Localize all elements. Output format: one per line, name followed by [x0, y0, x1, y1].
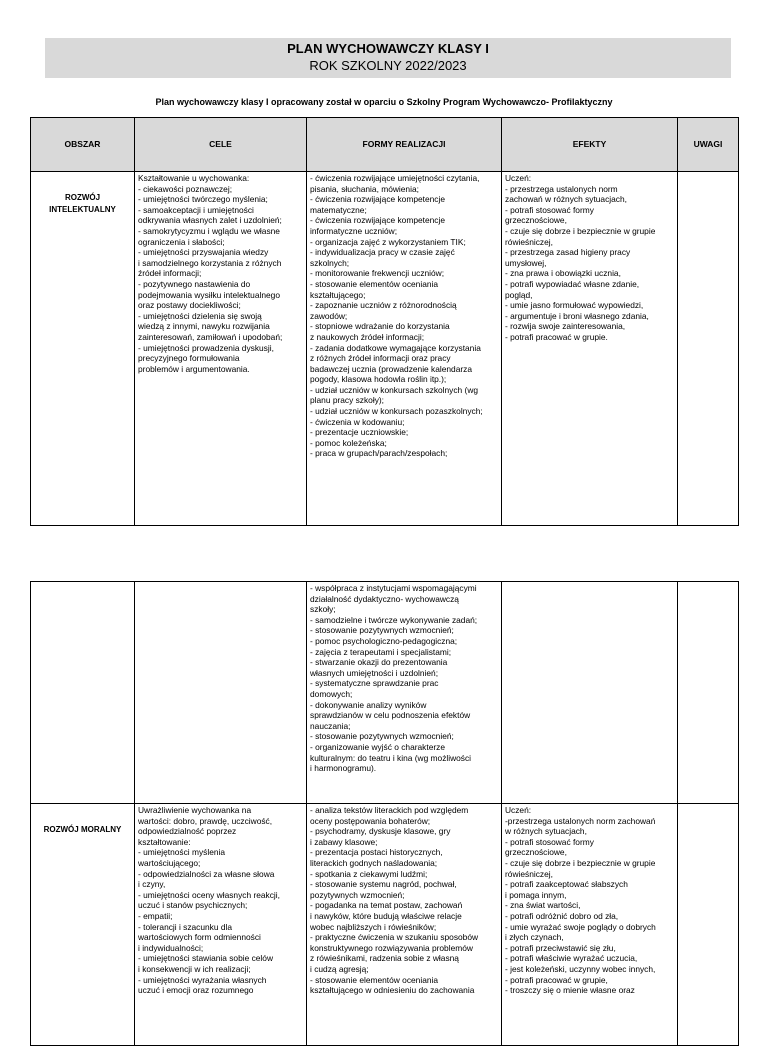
header-remarks: UWAGI — [678, 118, 739, 172]
text-line: wiedzą z innymi, nawyku rozwijania — [138, 321, 270, 332]
text-line: - umiejętności stawiania sobie celów — [138, 953, 273, 964]
text-line: - pomoc koleżeńska; — [310, 437, 387, 448]
plan-table-page-2 — [30, 581, 739, 1046]
text-line: - umiejętności wyrażania własnych — [138, 974, 267, 985]
area-cell — [31, 582, 135, 804]
text-line: - umiejętności prowadzenia dyskusji, — [138, 342, 274, 353]
text-line: i konsekwencji w ich realizacji; — [138, 963, 251, 974]
text-line: i złych czynach, — [505, 932, 564, 943]
forms-cell — [307, 804, 502, 1046]
text-line: i samodzielnego korzystania z różnych — [138, 257, 282, 268]
text-line: pogody, klasowa hodowla roślin itp.); — [310, 374, 447, 385]
text-line: i cudzą agresją; — [310, 963, 369, 974]
text-line: - potrafi stosować formy — [505, 836, 594, 847]
text-line: - indywidualizacja pracy w czasie zajęć — [310, 247, 455, 258]
text-line: -przestrzega ustalonych norm zachowań — [505, 815, 656, 826]
text-line: kształtującego; — [310, 289, 366, 300]
text-line: z rówieśnikami, radzenia sobie z własną — [310, 953, 459, 964]
text-line: - przestrzega ustalonych norm — [505, 183, 618, 194]
text-line: - monitorowanie frekwencji uczniów; — [310, 268, 445, 279]
text-line: i czyny, — [138, 879, 166, 890]
text-line: - udział uczniów w konkursach szkolnych (wg — [310, 384, 479, 395]
text-line: grzecznościowe, — [505, 215, 567, 226]
text-line: szkoły; — [310, 604, 336, 615]
text-line: - umiejętności dzielenia się swoją — [138, 310, 262, 321]
text-line: - potrafi stosować formy — [505, 204, 594, 215]
remarks-cell — [678, 172, 739, 526]
text-line: - pozytywnego nastawienia do — [138, 278, 251, 289]
text-line: problemów i argumentowania. — [138, 363, 250, 374]
text-line: - tolerancji i szacunku dla — [138, 921, 233, 932]
text-line: oceny postępowania bohaterów; — [310, 815, 431, 826]
text-line: - umiejętności myślenia — [138, 847, 226, 858]
header-row — [31, 118, 739, 172]
text-line: - umie wyrażać swoje poglądy o dobrych — [505, 921, 656, 932]
text-line: - organizacja zajęć z wykorzystaniem TIK; — [310, 236, 466, 247]
title-box — [45, 38, 731, 78]
goals-cell — [135, 804, 307, 1046]
text-line: odpowiedzialność poprzez — [138, 826, 237, 837]
text-line: - samoakceptacji i umiejętności — [138, 204, 254, 215]
text-line: - jest koleżeński, uczynny wobec innych, — [505, 963, 656, 974]
text-line: precyzyjnego formułowania — [138, 353, 240, 364]
text-line: Uczeń: — [505, 173, 532, 183]
text-line: - potrafi pracować w grupie, — [505, 974, 608, 985]
effects-cell — [502, 804, 678, 1046]
text-line: kulturalnym: do teatru i kina (wg możliwości — [310, 752, 472, 763]
text-line: - odpowiedzialności za własne słowa — [138, 868, 275, 879]
text-line: - stosowanie elementów oceniania — [310, 974, 439, 985]
text-line: zawodów; — [310, 310, 348, 321]
text-line: i nawyków, które budują właściwe relacje — [310, 910, 462, 921]
table-row — [31, 582, 739, 804]
text-line: pozytywnych wzmocnień; — [310, 889, 405, 900]
text-line: - potrafi wypowiadać własne zdanie, — [505, 278, 640, 289]
text-line: oraz postawy dociekliwości; — [138, 300, 241, 311]
text-line: konstruktywnego rozwiązywania problemów — [310, 942, 473, 953]
text-line: - pomoc psychologiczno-pedagogiczna; — [310, 635, 458, 646]
text-line: ROZWÓJ — [64, 193, 101, 202]
text-line: wartości: dobro, prawdę, uczciwość, — [138, 815, 273, 826]
remarks-cell — [678, 804, 739, 1046]
table-row — [31, 172, 739, 526]
plan-table-page-1 — [30, 117, 739, 526]
text-line: odkrywania własnych zalet i uzdolnień; — [138, 215, 282, 226]
text-line: - organizowanie wyjść o charakterze — [310, 741, 445, 752]
text-line: - prezentacja postaci historycznych, — [310, 847, 443, 858]
header-area: OBSZAR — [31, 118, 135, 172]
text-line: źródeł informacji; — [138, 268, 202, 279]
text-line: - ćwiczenia w kodowaniu; — [310, 416, 405, 427]
text-line: matematyczne; — [310, 204, 367, 215]
text-line: uczuć i emocji oraz rozumnego — [138, 985, 254, 996]
text-line: - praktyczne ćwiczenia w szukaniu sposobów — [310, 932, 479, 943]
text-line: INTELEKTUALNY — [49, 205, 116, 214]
text-line: - czuje się dobrze i bezpiecznie w grupie — [505, 225, 656, 236]
forms-cell — [307, 582, 502, 804]
text-line: - stosowanie pozytywnych wzmocnień; — [310, 731, 454, 742]
text-line: - zna prawa i obowiązki ucznia, — [505, 268, 621, 279]
text-line: umysłowej, — [505, 257, 547, 268]
school-year: ROK SZKOLNY 2022/2023 — [309, 58, 467, 73]
text-line: w różnych sytuacjach, — [505, 826, 587, 837]
text-line: - potrafi przeciwstawić się złu, — [505, 942, 616, 953]
text-line: wartościującego; — [138, 857, 201, 868]
text-line: z różnych źródeł informacji oraz pracy — [310, 353, 451, 364]
text-line: - stopniowe wdrażanie do korzystania — [310, 321, 450, 332]
text-line: i harmonogramu). — [310, 763, 377, 774]
text-line: - pogadanka na temat postaw, zachowań — [310, 900, 463, 911]
text-line: wobec najbliższych i rówieśników; — [310, 921, 437, 932]
text-line: szkolnych; — [310, 257, 350, 268]
text-line: - zajęcia z terapeutami i specjalistami; — [310, 646, 452, 657]
text-line: z naukowych źródeł informacji; — [310, 331, 425, 342]
text-line: i zabawy klasowe; — [310, 836, 378, 847]
header-effects: EFEKTY — [502, 118, 678, 172]
text-line: pisania, słuchania, mówienia; — [310, 183, 419, 194]
text-line: - systematyczne sprawdzanie prac — [310, 678, 439, 689]
text-line: sprawdzianów w celu podnoszenia efektów — [310, 710, 471, 721]
text-line: wartościowych form odmienności — [138, 932, 261, 943]
text-line: - samodzielne i twórcze wykonywanie zadań; — [310, 614, 478, 625]
text-line: - stosowanie systemu nagród, pochwał, — [310, 879, 457, 890]
text-line: domowych; — [310, 688, 353, 699]
text-line: - empatii; — [138, 910, 173, 921]
area-cell — [31, 804, 135, 1046]
text-line: ROZWÓJ MORALNY — [43, 825, 122, 834]
text-line: - czuje się dobrze i bezpiecznie w grupie — [505, 857, 656, 868]
text-line: - argumentuje i broni własnego zdania, — [505, 310, 649, 321]
text-line: - analiza tekstów literackich pod względem — [310, 805, 469, 815]
text-line: - zadania dodatkowe wymagające korzystania — [310, 342, 481, 353]
text-line: Kształtowanie u wychowanka: — [138, 173, 250, 183]
text-line: - ciekawości poznawczej; — [138, 183, 233, 194]
header-forms: FORMY REALIZACJI — [307, 118, 502, 172]
text-line: kształtowanie: — [138, 836, 191, 847]
text-line: - ćwiczenia rozwijające kompetencje — [310, 194, 445, 205]
text-line: zachowań w różnych sytuacjach, — [505, 194, 627, 205]
text-line: - dokonywanie analizy wyników — [310, 699, 427, 710]
text-line: działalność dydaktyczno- wychowawczą — [310, 593, 459, 604]
text-line: podejmowania wysiłku intelektualnego — [138, 289, 280, 300]
table-row — [31, 804, 739, 1046]
text-line: - umiejętności oceny własnych reakcji, — [138, 889, 280, 900]
text-line: - przestrzega zasad higieny pracy — [505, 247, 631, 258]
text-line: - zapoznanie uczniów z różnorodnością — [310, 300, 457, 311]
text-line: - zna świat wartości, — [505, 900, 581, 911]
text-line: planu pracy szkoły); — [310, 395, 385, 406]
text-line: - umie jasno formułować wypowiedzi, — [505, 300, 644, 311]
text-line: - stwarzanie okazji do prezentowania — [310, 657, 448, 668]
text-line: literackich godnych naśladowania; — [310, 857, 438, 868]
text-line: Uwrażliwienie wychowanka na — [138, 805, 252, 815]
document-title: PLAN WYCHOWAWCZY KLASY I — [287, 41, 489, 56]
goals-cell — [135, 172, 307, 526]
text-line: - stosowanie pozytywnych wzmocnień; — [310, 625, 454, 636]
text-line: ograniczenia i słabości; — [138, 236, 225, 247]
effects-cell — [502, 172, 678, 526]
forms-cell — [307, 172, 502, 526]
text-line: - praca w grupach/parach/zespołach; — [310, 448, 448, 459]
remarks-cell — [678, 582, 739, 804]
text-line: - prezentacje uczniowskie; — [310, 427, 409, 438]
text-line: - psychodramy, dyskusje klasowe, gry — [310, 826, 451, 837]
text-line: - rozwija swoje zainteresowania, — [505, 321, 626, 332]
text-line: nauczania; — [310, 720, 351, 731]
text-line: i pomaga innym, — [505, 889, 567, 900]
text-line: - spotkania z ciekawymi ludźmi; — [310, 868, 428, 879]
text-line: - umiejętności przyswajania wiedzy — [138, 247, 269, 258]
text-line: - umiejętności twórczego myślenia; — [138, 194, 268, 205]
text-line: zainteresowań, zamiłowań i upodobań; — [138, 331, 283, 342]
text-line: - ćwiczenia rozwijające umiejętności czytania, — [310, 173, 480, 183]
text-line: - udział uczniów w konkursach pozaszkolnych; — [310, 406, 483, 417]
header-goals: CELE — [135, 118, 307, 172]
goals-cell — [135, 582, 307, 804]
text-line: - troszczy się o mienie własne oraz — [505, 985, 635, 996]
text-line: i indywidualności; — [138, 942, 204, 953]
text-line: - potrafi zaakceptować słabszych — [505, 879, 628, 890]
text-line: informatyczne uczniów; — [310, 225, 398, 236]
text-line: - współpraca z instytucjami wspomagającymi — [310, 583, 477, 593]
text-line: - potrafi pracować w grupie. — [505, 331, 608, 342]
area-cell — [31, 172, 135, 526]
text-line: - samokrytycyzmu i wglądu we własne — [138, 225, 280, 236]
text-line: pogląd, — [505, 289, 533, 300]
text-line: kształtującego w odniesieniu do zachowania — [310, 985, 475, 996]
text-line: własnych umiejętności i uzdolnień; — [310, 667, 439, 678]
text-line: rówieśniczej, — [505, 236, 553, 247]
text-line: - potrafi odróżnić dobro od zła, — [505, 910, 619, 921]
text-line: - stosowanie elementów oceniania — [310, 278, 439, 289]
text-line: - potrafi właściwie wyrażać uczucia, — [505, 953, 638, 964]
effects-cell — [502, 582, 678, 804]
text-line: grzecznościowe, — [505, 847, 567, 858]
text-line: badawczej ucznia (prowadzenie kalendarza — [310, 363, 473, 374]
document-subtitle: Plan wychowawczy klasy I opracowany został w oparciu o Szkolny Program Wychowawczo- Profilaktyczny — [155, 97, 613, 107]
text-line: rówieśniczej, — [505, 868, 553, 879]
text-line: uczuć i stanów psychicznych; — [138, 900, 248, 911]
text-line: Uczeń: — [505, 805, 532, 815]
text-line: - ćwiczenia rozwijające kompetencje — [310, 215, 445, 226]
